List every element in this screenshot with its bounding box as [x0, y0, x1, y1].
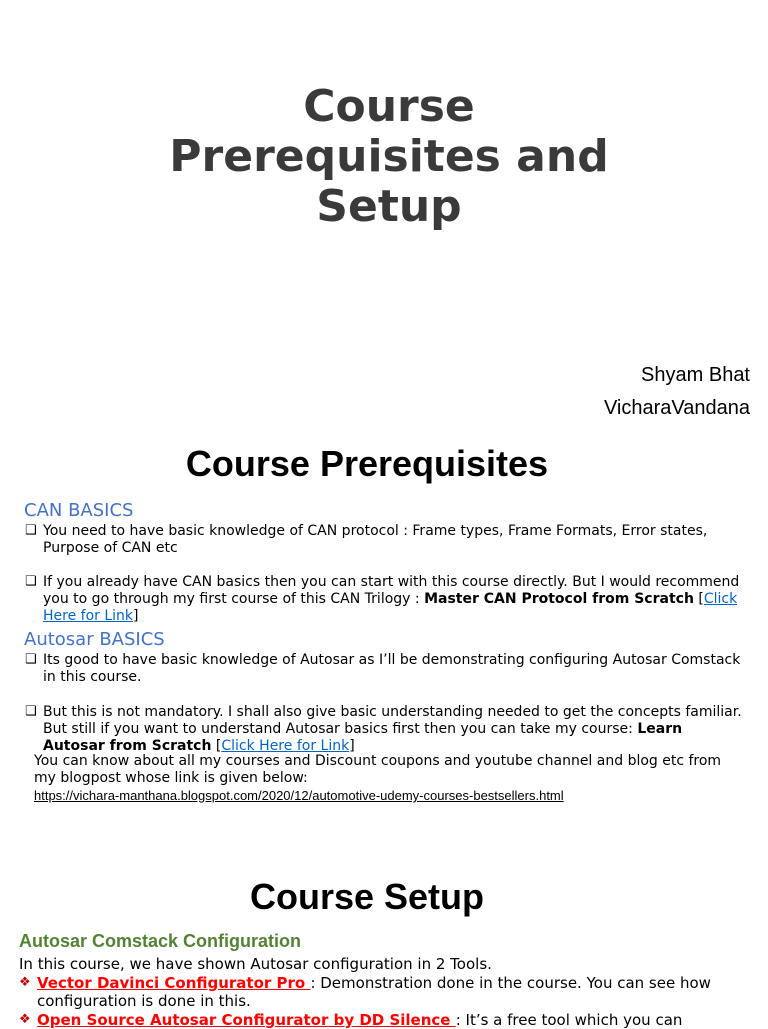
autosar-bullet-2-body	[43, 704, 745, 755]
open-source-configurator-link[interactable]: Open Source Autosar Configurator by DD Silence	[37, 1011, 456, 1029]
tool-item-1-body	[37, 974, 739, 1010]
tool-item-1	[19, 974, 739, 1010]
diamond-bullet-icon: ❖	[19, 1012, 31, 1027]
checkbox-bullet-icon: ❑	[25, 704, 37, 719]
open-bracket: [	[211, 738, 222, 754]
can-bullet-2	[25, 574, 745, 625]
autosar-course-link[interactable]: Click Here for Link	[221, 738, 350, 754]
can-bullet-2-body	[43, 574, 745, 625]
title-line-1: Course	[303, 81, 475, 132]
can-course-link[interactable]: Click Here for Link	[43, 591, 738, 624]
autosar-bullet-2-text: But this is not mandatory. I shall also give basic understanding needed to get the concepts familiar. But still if you want to understand Autosar basics first then you can take my course:	[43, 704, 742, 737]
title-line-3: Setup	[316, 181, 462, 232]
slide1-title	[100, 82, 678, 232]
organization-name: VicharaVandana	[603, 397, 750, 419]
diamond-bullet-icon: ❖	[19, 975, 31, 990]
tool-item-1-text: : Demonstration done in the course. You can see how configuration is done in this.	[37, 974, 711, 1010]
tool-item-2-body	[37, 1011, 739, 1029]
courses-info-text: You can know about all my courses and Discount coupons and youtube channel and blog etc from my blogpost whose link is given below:	[34, 753, 722, 786]
can-bullet-1	[25, 523, 745, 557]
autosar-bullet-1-text: Its good to have basic knowledge of Autosar as I’ll be demonstrating configuring Autosar Comstack in this course.	[43, 652, 741, 685]
close-bracket: ]	[133, 608, 139, 624]
setup-intro-text: In this course, we have shown Autosar configuration in 2 Tools.	[19, 955, 492, 973]
prerequisites-title: Course Prerequisites	[185, 443, 549, 484]
close-bracket: ]	[349, 738, 355, 754]
course-setup-title: Course Setup	[249, 876, 485, 917]
vector-davinci-link[interactable]: Vector Davinci Configurator Pro	[37, 974, 311, 992]
autosar-bullet-2	[25, 704, 745, 755]
checkbox-bullet-icon: ❑	[25, 652, 37, 667]
title-line-2: Prerequisites and	[169, 131, 609, 182]
autosar-basics-heading: Autosar BASICS	[24, 629, 165, 650]
can-basics-heading: CAN BASICS	[24, 500, 134, 521]
can-course-name: Master CAN Protocol from Scratch	[424, 591, 694, 607]
autosar-course-name: Learn Autosar from Scratch	[43, 721, 683, 754]
checkbox-bullet-icon: ❑	[25, 574, 37, 589]
can-bullet-2-text: If you already have CAN basics then you can start with this course directly. But I would recommend you to go through my first course of this CAN Trilogy :	[43, 574, 740, 607]
tool-item-2-text: : It’s a free tool which you can	[455, 1011, 683, 1029]
can-bullet-1-text: You need to have basic knowledge of CAN protocol : Frame types, Frame Formats, Error states, Purpose of CAN etc	[43, 523, 708, 556]
tool-item-2	[19, 1011, 739, 1029]
author-name: Shyam Bhat	[641, 364, 750, 386]
checkbox-bullet-icon: ❑	[25, 523, 37, 538]
open-bracket: [	[693, 591, 704, 607]
autosar-bullet-1	[25, 652, 745, 686]
blog-url-link[interactable]: https://vichara-manthana.blogspot.com/2020/12/automotive-udemy-courses-bestsellers.html	[34, 788, 564, 803]
comstack-config-heading: Autosar Comstack Configuration	[19, 931, 302, 951]
